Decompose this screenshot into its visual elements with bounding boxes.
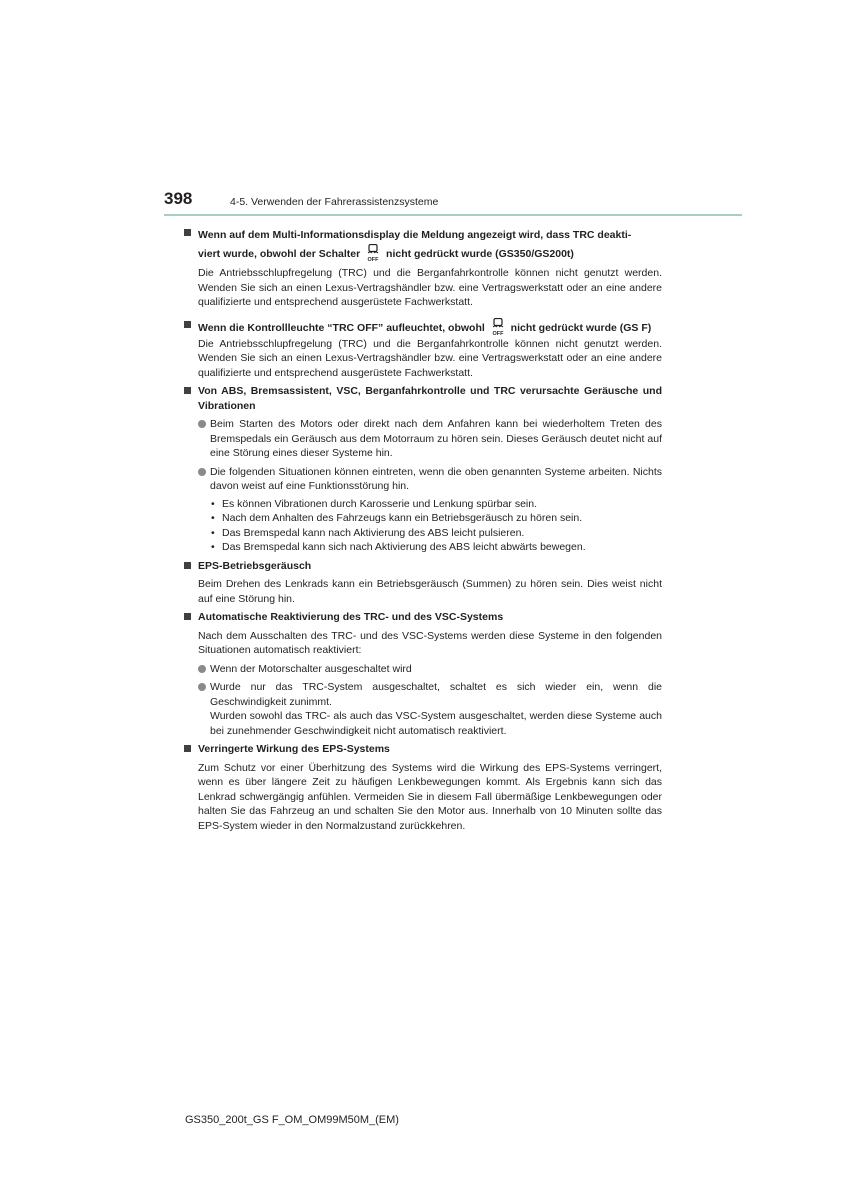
sub-list-item: • Das Bremspedal kann sich nach Aktivierung des ABS leicht abwärts bewegen. <box>211 541 586 553</box>
square-bullet-icon <box>184 745 191 752</box>
svg-text:OFF: OFF <box>492 330 504 336</box>
section-heading-eps-noise: EPS-Betriebsgeräusch <box>184 559 662 574</box>
list-item: Beim Starten des Motors oder direkt nach dem Anfahren kann bei wiederholtem Treten des Bremspedals ein Geräusch aus dem Motorraum zu hören sein. Dieses Geräusch deutet nicht auf eine Störung eines dieser Systeme hin. <box>184 417 662 461</box>
section-body-eps-reduced: Zum Schutz vor einer Überhitzung des Systems wird die Wirkung des EPS-Systems verringert, wenn es über längere Zeit zu häufigen Lenkbewegungen kommt. Als Ergebnis kann sich das Lenkrad schwergängig anfühlen. Vermeiden Sie in diesem Fall übermäßige Lenkbewegungen oder halten Sie das Fahrzeug an und schalten Sie den Motor aus. Innerhalb von 10 Minuten sollte das EPS-System wieder in den Normalzustand zurückkehren. <box>198 761 662 832</box>
header-divider <box>164 214 742 216</box>
chapter-title: 4-5. Verwenden der Fahrerassistenzsysteme <box>230 196 439 208</box>
section-body-trc-off-light: Die Antriebsschlupfregelung (TRC) und die Berganfahrkontrolle können nicht genutzt werden. Wenden Sie sich an einen Lexus-Vertragshändler bzw. eine Vertragswerkstatt oder an eine andere qualifizierte und entsprechend ausgerüstete Fachwerkstatt. <box>198 337 662 379</box>
square-bullet-icon <box>184 613 191 620</box>
document-code: GS350_200t_GS F_OM_OM99M50M_(EM) <box>185 1114 399 1126</box>
square-bullet-icon <box>184 229 191 236</box>
list-item: Die folgenden Situationen können eintreten, wenn die oben genannten Systeme arbeiten. Nichts davon weist auf eine Funktionsstörung hin. <box>184 465 662 494</box>
round-bullet-icon <box>198 420 206 428</box>
section-heading-trc-off-light: Wenn die Kontrollleuchte “TRC OFF” aufleuchtet, obwohl OFF nicht gedrückt wurde (GS F) <box>184 318 662 337</box>
section-body-trc-message: Die Antriebsschlupfregelung (TRC) und die Berganfahrkontrolle können nicht genutzt werden. Wenden Sie sich an einen Lexus-Vertragshändler bzw. eine Vertragswerkstatt oder an eine andere qualifizierte und entsprechend ausgerüstete Fachwerkstatt. <box>198 267 662 308</box>
page-content <box>184 226 662 833</box>
list-item: Wenn der Motorschalter ausgeschaltet wird <box>184 662 662 677</box>
square-bullet-icon <box>184 321 191 328</box>
trc-off-icon <box>365 244 381 262</box>
sub-list-item: • Es können Vibrationen durch Karosserie und Lenkung spürbar sein. <box>211 497 538 510</box>
page-number: 398 <box>164 189 193 208</box>
section-heading-trc-message: Wenn auf dem Multi-Informationsdisplay die Meldung angezeigt wird, dass TRC deakti- viert wurde, obwohl der Schalter OFF nicht gedrückt wurde (GS350/GS200t) <box>184 226 662 263</box>
round-bullet-icon <box>198 665 206 673</box>
sub-list-item: • Das Bremspedal kann nach Aktivierung des ABS leicht pulsieren. <box>211 526 525 539</box>
section-heading-eps-reduced: Verringerte Wirkung des EPS-Systems <box>184 742 662 757</box>
section-heading-auto-reactivation: Automatische Reaktivierung des TRC- und des VSC-Systems <box>184 610 662 625</box>
square-bullet-icon <box>184 387 191 394</box>
section-body-auto-reactivation: Nach dem Ausschalten des TRC- und des VSC-Systems werden diese Systeme in den folgenden Situationen automatisch reaktiviert: <box>198 629 662 656</box>
sub-list-item: • Nach dem Anhalten des Fahrzeugs kann ein Betriebsgeräusch zu hören sein. <box>211 512 583 524</box>
section-body-eps-noise: Beim Drehen des Lenkrads kann ein Betriebsgeräusch (Summen) zu hören sein. Dies weist nicht auf eine Störung hin. <box>198 578 662 605</box>
list-item: Wurde nur das TRC-System ausgeschaltet, schaltet es sich wieder ein, wenn die Geschwindigkeit zunimmt. Wurden sowohl das TRC- als auch das VSC-System ausgeschaltet, werden diese Systeme auch bei zunehmender Geschwindigkeit nicht automatisch reaktiviert. <box>184 680 662 738</box>
round-bullet-icon <box>198 468 206 476</box>
round-bullet-icon <box>198 683 206 691</box>
section-heading-noise-vibration: Von ABS, Bremsassistent, VSC, Berganfahrkontrolle und TRC verursachte Geräusche und Vibrationen <box>184 384 662 413</box>
trc-off-icon <box>490 318 506 336</box>
svg-text:OFF: OFF <box>367 257 379 262</box>
square-bullet-icon <box>184 562 191 569</box>
page-header <box>164 188 742 218</box>
